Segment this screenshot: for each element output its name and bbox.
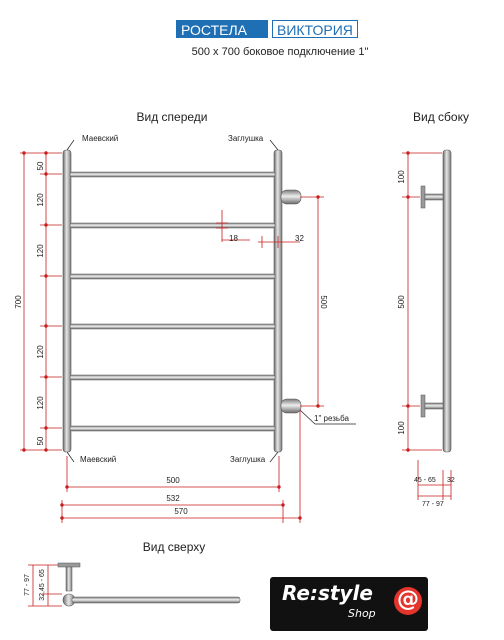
front-view-title: Вид спереди [136, 110, 208, 124]
dim-50-top: 50 [36, 161, 45, 171]
dim-700-total: 700 [14, 295, 23, 309]
top-dim-32-45-65: 32,45 - 65 [39, 569, 46, 601]
upper-bracket-arm [425, 194, 443, 200]
top-crossbar [72, 597, 240, 603]
upper-bracket-plate [421, 186, 425, 208]
mayevsky-top-label: Маевский [82, 134, 119, 143]
crossbar [70, 324, 275, 329]
top-dim-77-97: 77 - 97 [24, 574, 31, 596]
crossbar [70, 426, 275, 431]
dim-32: 32 [295, 234, 304, 243]
side-view-title: Вид сбоку [413, 110, 469, 124]
logo-at-icon: @ [394, 587, 422, 615]
brand-victoria: ВИКТОРИЯ [272, 20, 358, 38]
plug-bottom-label: Заглушка [230, 455, 266, 464]
thread-label: 1" резьба [314, 414, 349, 423]
left-vertical-pipe [63, 150, 71, 452]
crossbar [70, 274, 275, 279]
brand-rostela: РОСТЕЛА [176, 20, 268, 38]
side-dim-100-top: 100 [397, 170, 406, 184]
side-dim-77-97: 77 - 97 [422, 501, 444, 508]
front-view [63, 134, 356, 464]
top-view-title: Вид сверху [142, 540, 206, 554]
logo-text: Re:style [282, 581, 373, 605]
crossbar [70, 172, 275, 177]
dim-120: 120 [36, 345, 45, 359]
dim-18: 18 [229, 234, 238, 243]
side-dim-100-bottom: 100 [397, 421, 406, 435]
model-subtitle: 500 х 700 боковое подключение 1" [191, 46, 369, 58]
side-view [421, 150, 451, 452]
side-dim-32: 32 [447, 477, 455, 484]
dim-500-width: 500 [166, 476, 180, 485]
top-bracket-plate [58, 563, 80, 567]
top-view [58, 563, 240, 606]
lower-bracket-plate [421, 395, 425, 417]
dim-120: 120 [36, 396, 45, 410]
top-bracket-arm [66, 567, 72, 591]
dim-500-axis: 500 [319, 295, 328, 309]
lower-connection-nozzle [281, 399, 301, 413]
plug-top-label: Заглушка [228, 134, 264, 143]
dim-120: 120 [36, 244, 45, 258]
dim-50-bottom: 50 [36, 436, 45, 446]
lower-bracket-arm [425, 403, 443, 409]
dim-570-width: 570 [174, 507, 188, 516]
side-dim-500: 500 [397, 295, 406, 309]
crossbar [70, 223, 275, 228]
dim-532-width: 532 [166, 494, 180, 503]
side-dim-45-65: 45 - 65 [414, 477, 436, 484]
logo-subtext: Shop [348, 607, 376, 620]
upper-connection-nozzle [281, 190, 301, 204]
crossbar [70, 375, 275, 380]
side-vertical-pipe [443, 150, 451, 452]
mayevsky-bottom-label: Маевский [80, 455, 117, 464]
dim-120: 120 [36, 193, 45, 207]
restyle-shop-logo [270, 577, 428, 631]
